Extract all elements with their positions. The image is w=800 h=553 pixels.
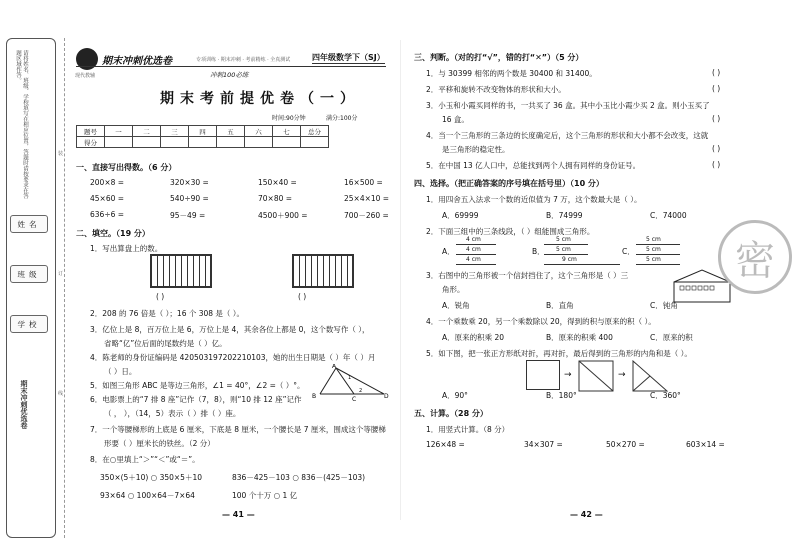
grade-tag: 四年级数学下（SJ）: [312, 53, 385, 62]
option[interactable]: B．原来的积乘 400: [546, 333, 613, 342]
calc-item: 45×60 =: [90, 194, 125, 203]
question-4: 4．陈老师的身份证编码是 420503197202210103，她的出生日期是（ ）年（ ）月: [90, 353, 376, 362]
arrow-icon: →: [618, 370, 626, 380]
option[interactable]: B．74999: [546, 211, 583, 220]
option[interactable]: C．钝角: [650, 301, 678, 310]
answer-blank[interactable]: ( ): [156, 292, 165, 301]
option[interactable]: B．180°: [546, 391, 577, 400]
score-cell[interactable]: [189, 137, 217, 148]
option[interactable]: C．74000: [650, 211, 687, 220]
judge-3: 3．小玉和小霞买同样的书，一共买了 36 盒。其中小玉比小霞少买 2 盒。则小玉买了: [426, 101, 710, 110]
table-header: 七: [273, 126, 301, 137]
judge-2: 2．平移和旋转不改变物体的形状和大小。: [426, 85, 566, 94]
triangle-figure: [310, 364, 390, 402]
seg-label: 4 cm: [466, 256, 481, 263]
abacus-left: [150, 254, 212, 288]
option[interactable]: C．: [622, 247, 635, 256]
question-4-cont: （ ）日。: [104, 367, 137, 376]
seg-label: 5 cm: [646, 256, 661, 263]
choice-1: 1．用四舍五入法求一个数的近似值为 7 万，这个数最大是（ ）。: [426, 195, 642, 204]
answer-blank[interactable]: ( ): [298, 292, 307, 301]
score-cell[interactable]: [105, 137, 133, 148]
calc-item: 25×4×10 =: [344, 194, 390, 203]
vertical-calc-item: 126×48 =: [426, 440, 465, 449]
option[interactable]: A．: [442, 247, 455, 256]
score-cell[interactable]: [161, 137, 189, 148]
section-1-heading: 一、直接写出得数。（6 分）: [76, 163, 177, 172]
abacus-right: [292, 254, 354, 288]
mark-xian: 线: [58, 391, 64, 397]
school-field-label[interactable]: 学校: [10, 315, 48, 333]
question-7: 7．一个等腰梯形的上底是 6 厘米，下底是 8 厘米，一个腰长是 7 厘米，围成这个等腰梯: [90, 425, 386, 434]
margin-brand: 期末冲刺优选卷: [20, 380, 28, 429]
page-number-left: — 41 —: [222, 510, 255, 519]
fold-step-3: [632, 360, 668, 392]
score-cell[interactable]: [217, 137, 245, 148]
judge-5: 5．在中国 13 亿人口中，总能找到两个人拥有同样的身份证号。: [426, 161, 641, 170]
compare-item[interactable]: 100 个十万 ○ 1 亿: [232, 491, 298, 500]
judge-1: 1．与 30399 相邻的两个数是 30400 和 31400。: [426, 69, 597, 78]
seg-label: 5 cm: [556, 246, 571, 253]
table-header: 二: [133, 126, 161, 137]
fold-step-2: [578, 360, 614, 392]
vertical-calc-item: 603×14 =: [686, 440, 725, 449]
calc-item: 320×30 =: [170, 178, 209, 187]
table-header: 三: [161, 126, 189, 137]
judge-answer[interactable]: ( ): [712, 84, 721, 93]
segment: [636, 254, 680, 255]
option[interactable]: A．69999: [442, 211, 479, 220]
label-b: B: [312, 393, 317, 400]
class-field-label[interactable]: 班级: [10, 265, 48, 283]
calc-item: 636÷6 =: [90, 210, 125, 219]
judge-answer[interactable]: ( ): [712, 144, 721, 153]
question-7-cont: 形要（ ）厘米长的铁丝。（2 分）: [104, 439, 215, 448]
angle-2: 2: [359, 388, 363, 394]
segment: [544, 244, 588, 245]
section-5-heading: 五、计算。（28 分）: [414, 409, 488, 418]
page-title: 期末考前提优卷（一）: [160, 91, 360, 107]
score-cell[interactable]: [273, 137, 301, 148]
judge-3-cont: 16 盒。: [442, 115, 469, 124]
score-cell[interactable]: [245, 137, 273, 148]
table-header: 总分: [301, 126, 329, 137]
fold-step-1: [526, 360, 560, 390]
option[interactable]: A．90°: [442, 391, 468, 400]
sub-tag: 冲刺100必练: [210, 71, 249, 79]
option[interactable]: B．直角: [546, 301, 574, 310]
brand-title: 期末冲刺优选卷: [102, 56, 172, 67]
judge-4: 4．当一个三角形的三条边的长度确定后，这个三角形的形状和大小都不会改变，这就: [426, 131, 709, 140]
label-c: C: [352, 396, 357, 402]
judge-answer[interactable]: ( ): [712, 114, 721, 123]
table-header: 题号: [77, 126, 105, 137]
segment: [456, 254, 496, 255]
judge-answer[interactable]: ( ): [712, 68, 721, 77]
vertical-calc-item: 34×307 =: [524, 440, 563, 449]
calc-item: 200×8 =: [90, 178, 125, 187]
calc-item: 700－260 =: [344, 211, 389, 220]
question-8: 8．在○里填上“＞”“＜”或“＝”。: [90, 455, 200, 464]
option[interactable]: A．锐角: [442, 301, 470, 310]
choice-5: 5．如下图，把一张正方形纸对折，再对折，最后得到的三角形的内角和是（ ）。: [426, 349, 692, 358]
calc-item: 16×500 =: [344, 178, 383, 187]
seg-label: 5 cm: [646, 236, 661, 243]
brand-small: 现代教辅: [75, 73, 96, 79]
score-info: 满分:100分: [326, 115, 358, 122]
section-2-heading: 二、填空。（19 分）: [76, 229, 150, 238]
calc-item: 70×80 =: [258, 194, 293, 203]
question-3: 3．亿位上是 8，百万位上是 6，万位上是 4，其余各位上都是 0，这个数写作（ ），: [90, 325, 370, 334]
table-header: 一: [105, 126, 133, 137]
option[interactable]: C．原来的积: [650, 333, 693, 342]
score-cell[interactable]: [301, 137, 329, 148]
option[interactable]: C．360°: [650, 391, 681, 400]
option[interactable]: B．: [532, 247, 545, 256]
cut-line: [64, 38, 65, 538]
section-4-heading: 四、选择。（把正确答案的序号填在括号里）（10 分）: [414, 179, 604, 188]
header-rule: [76, 66, 386, 67]
vertical-calc-item: 50×270 =: [606, 440, 645, 449]
choice-3: 3．右图中的三角形被一个信封挡住了，这个三角形是（ ）三: [426, 271, 629, 280]
question-2: 2．208 的 76 倍是（ ）；16 个 308 是（ ）。: [90, 309, 245, 318]
label-d: D: [384, 393, 389, 400]
secret-stamp: 密: [718, 220, 792, 294]
score-table: [76, 125, 329, 148]
seg-label: 4 cm: [466, 236, 481, 243]
angle-1: 1: [348, 375, 352, 381]
mark-ding: 订: [58, 271, 64, 277]
choice-4: 4．一个乘数乘 20，另一个乘数除以 20，得到的积与原来的积（ ）。: [426, 317, 656, 326]
mark-zhuang: 装: [58, 151, 64, 157]
table-header: 四: [189, 126, 217, 137]
calc-item: 95－49 =: [170, 211, 206, 220]
option[interactable]: A．原来的积乘 20: [442, 333, 505, 342]
label-a: A: [332, 364, 337, 370]
calc-item: 150×40 =: [258, 178, 297, 187]
segment: [544, 254, 588, 255]
seg-label: 5 cm: [556, 236, 571, 243]
compare-item[interactable]: 836－425－103 ○ 836－(425－103): [232, 473, 366, 482]
name-field-label[interactable]: 姓名: [10, 215, 48, 233]
choice-2: 2．下面三组中的三条线段，（ ）组能围成三角形。: [426, 227, 595, 236]
segment: [636, 244, 680, 245]
question-5: 5．如图三角形 ABC 是等边三角形，∠1 = 40°，∠2 =（ ）°。: [90, 381, 305, 390]
slogan: 专项训练 · 期末冲刺 · 考前精练 · 全真测试: [196, 57, 291, 63]
question-6-cont: （ ， ），（14，5）表示（ ）排（ ）座。: [104, 409, 241, 418]
time-info: 时间:90分钟: [272, 115, 306, 122]
margin-notice: 请将姓名、班级、学校填写在相应位置，答题时请按要求在答题区域作答。: [15, 50, 28, 199]
compare-item[interactable]: 93×64 ○ 100×64－7×64: [100, 491, 195, 500]
judge-answer[interactable]: ( ): [712, 160, 721, 169]
question-6: 6．电影票上的“7 排 8 座”记作（7，8），则“10 排 12 座”记作: [90, 395, 302, 404]
calc-item: 540÷90 =: [170, 194, 209, 203]
table-header: 五: [217, 126, 245, 137]
table-header: 六: [245, 126, 273, 137]
arrow-icon: →: [564, 370, 572, 380]
segment: [636, 264, 680, 265]
vertical-calc-heading: 1．用竖式计算。（8 分）: [426, 425, 510, 434]
seg-label: 5 cm: [646, 246, 661, 253]
section-3-heading: 三、判断。（对的打“√”，错的打“✕”）（5 分）: [414, 53, 584, 62]
segment: [456, 244, 496, 245]
calc-item: 4500＋900 =: [258, 211, 308, 220]
seg-label: 4 cm: [466, 246, 481, 253]
segment: [456, 264, 496, 265]
question-3-cont: 省略“亿”位后面的尾数约是（ ）亿。: [104, 339, 227, 348]
compare-item[interactable]: 350×(5＋10) ○ 350×5＋10: [100, 473, 202, 482]
judge-4-cont: 是三角形的稳定性。: [442, 145, 510, 154]
score-cell[interactable]: [133, 137, 161, 148]
seg-label: 9 cm: [562, 256, 577, 263]
segment: [544, 264, 620, 265]
page-fold: [400, 40, 401, 520]
page-number-right: — 42 —: [570, 510, 603, 519]
choice-3-cont: 角形。: [442, 285, 465, 294]
question-1: 1．写出算盘上的数。: [90, 244, 163, 253]
table-row-label: 得分: [77, 137, 105, 148]
